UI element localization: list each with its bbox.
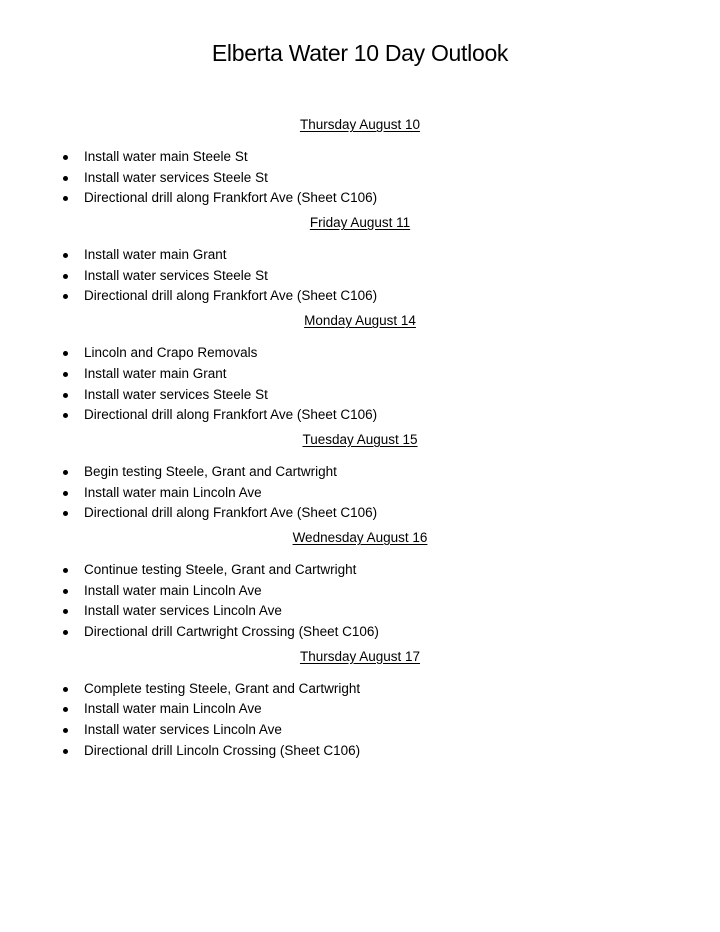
task-item: [0, 188, 720, 209]
bullet-icon: [63, 609, 68, 614]
bullet-icon: [63, 176, 68, 181]
task-text: Begin testing Steele, Grant and Cartwright: [84, 463, 337, 479]
day-section: [0, 430, 720, 524]
task-text: Lincoln and Crapo Removals: [84, 345, 258, 361]
task-list: [0, 560, 720, 643]
day-section: [0, 311, 720, 426]
day-section: [0, 213, 720, 307]
task-item: [0, 405, 720, 426]
task-text: Install water services Lincoln Ave: [84, 603, 282, 619]
task-text: Install water services Steele St: [84, 386, 268, 402]
day-heading: Monday August 14: [304, 313, 416, 329]
task-item: [0, 385, 720, 406]
task-list: [0, 679, 720, 762]
day-section: [0, 115, 720, 209]
task-text: Complete testing Steele, Grant and Cartwright: [84, 680, 361, 696]
task-text: Install water services Steele St: [84, 169, 268, 185]
bullet-icon: [63, 511, 68, 516]
bullet-icon: [63, 491, 68, 496]
task-text: Directional drill along Frankfort Ave (Sheet C106): [84, 190, 378, 206]
task-item: [0, 364, 720, 385]
task-item: [0, 462, 720, 483]
bullet-icon: [63, 253, 68, 258]
day-heading: Tuesday August 15: [302, 431, 418, 447]
task-list: [0, 245, 720, 307]
task-text: Install water services Steele St: [84, 267, 268, 283]
task-list: [0, 147, 720, 209]
task-text: Directional drill along Frankfort Ave (Sheet C106): [84, 407, 378, 423]
bullet-icon: [63, 707, 68, 712]
page-title: Elberta Water 10 Day Outlook: [211, 40, 509, 66]
task-item: [0, 581, 720, 602]
task-item: [0, 560, 720, 581]
task-text: Install water main Grant: [84, 365, 227, 381]
task-text: Directional drill along Frankfort Ave (Sheet C106): [84, 505, 378, 521]
task-item: [0, 503, 720, 524]
task-text: Install water services Lincoln Ave: [84, 722, 282, 738]
task-item: [0, 601, 720, 622]
day-section: [0, 528, 720, 643]
bullet-icon: [63, 589, 68, 594]
bullet-icon: [63, 470, 68, 475]
task-text: Install water main Grant: [84, 247, 227, 263]
day-heading: Thursday August 17: [299, 648, 421, 664]
task-item: [0, 622, 720, 643]
bullet-icon: [63, 393, 68, 398]
task-list: [0, 462, 720, 524]
bullet-icon: [63, 413, 68, 418]
day-heading: Wednesday August 16: [292, 529, 428, 545]
day-section: [0, 647, 720, 762]
bullet-icon: [63, 372, 68, 377]
task-text: Continue testing Steele, Grant and Cartwright: [84, 561, 357, 577]
bullet-icon: [63, 687, 68, 692]
task-item: [0, 266, 720, 287]
bullet-icon: [63, 568, 68, 573]
task-text: Install water main Steele St: [84, 149, 248, 164]
bullet-icon: [63, 351, 68, 356]
task-item: [0, 741, 720, 762]
task-text: Directional drill along Frankfort Ave (Sheet C106): [84, 288, 378, 304]
bullet-icon: [63, 155, 68, 160]
bullet-icon: [63, 196, 68, 201]
task-item: [0, 699, 720, 720]
bullet-icon: [63, 630, 68, 635]
day-heading: Thursday August 10: [299, 117, 421, 132]
task-text: Install water main Lincoln Ave: [84, 582, 262, 598]
task-item: [0, 286, 720, 307]
task-text: Directional drill Cartwright Crossing (Sheet C106): [84, 624, 379, 639]
task-item: [0, 245, 720, 266]
task-item: [0, 343, 720, 364]
day-heading: Friday August 11: [309, 215, 411, 231]
task-text: Install water main Lincoln Ave: [84, 701, 262, 717]
bullet-icon: [63, 749, 68, 754]
bullet-icon: [63, 728, 68, 733]
task-list: [0, 343, 720, 426]
task-text: Install water main Lincoln Ave: [84, 484, 262, 500]
task-item: [0, 679, 720, 700]
task-item: [0, 483, 720, 504]
task-item: [0, 147, 720, 168]
task-text: Directional drill Lincoln Crossing (Sheet C106): [84, 742, 361, 758]
task-item: [0, 168, 720, 189]
bullet-icon: [63, 274, 68, 279]
outlook-schedule: [0, 115, 720, 761]
task-item: [0, 720, 720, 741]
bullet-icon: [63, 294, 68, 299]
